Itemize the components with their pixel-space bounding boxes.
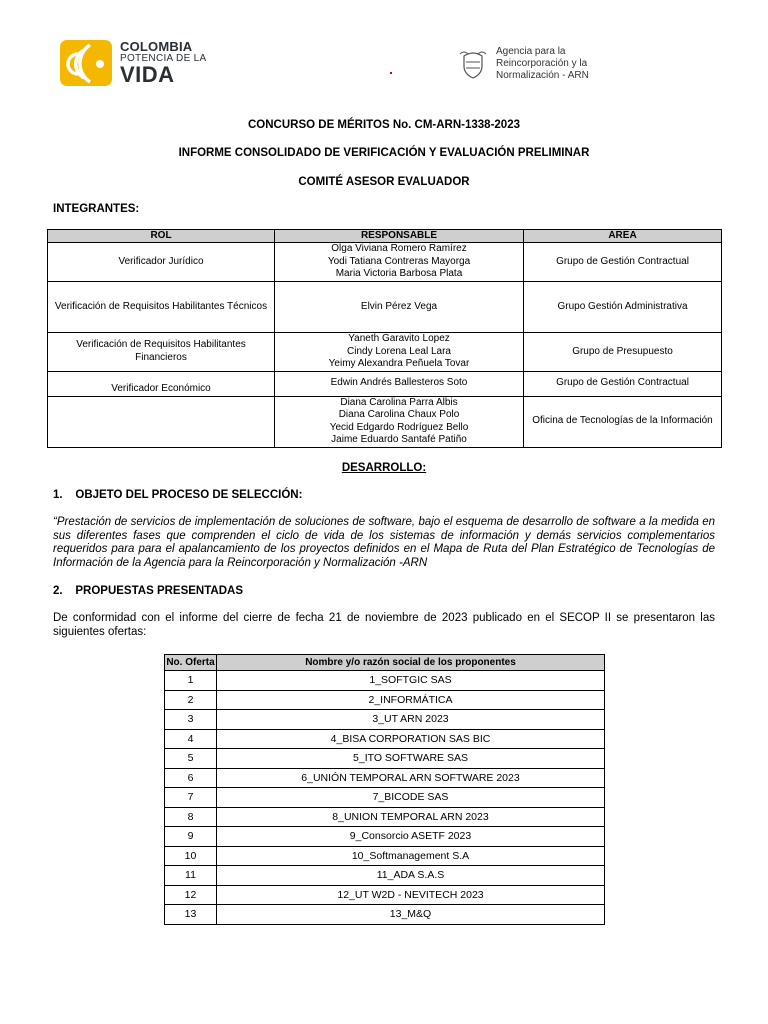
area-cell: Oficina de Tecnologías de la Información [524,396,722,447]
offer-name: 2_INFORMÁTICA [217,690,605,710]
offer-no: 11 [165,866,217,886]
person-name: Yeimy Alexandra Peñuela Tovar [328,358,470,369]
area-cell: Grupo Gestión Administrativa [524,282,722,333]
coat-of-arms-icon [458,48,488,80]
committee-title: COMITÉ ASESOR EVALUADOR [298,176,470,188]
arn-logo [458,46,589,82]
section-1-text: “Prestación de servicios de implementación de soluciones de software, bajo el esquema de desarrollo de software a la medida en sus diferentes fases que comprenden el ciclo de vida de los sistemas de información y demás servicios complementarios requeridos para para el apalancamiento de los proyectos definidos en el Mapa de Ruta del Plan Estratégico de Tecnologías de Información de la Agencia para la Reincorporación y Normalización -ARN [53,516,715,569]
person-name: Jaime Eduardo Santafé Patiño [331,434,467,445]
role-cell: Verificación de Requisitos Habilitantes Financieros [48,333,275,372]
people-cell [275,333,524,372]
role-cell: Verificador Jurídico [48,243,275,282]
team-table [47,229,722,448]
table-row [165,690,605,710]
agency-line-1: Agencia para la [496,46,566,57]
col-offer-name: Nombre y/o razón social de los proponentes [217,655,605,671]
table-row [48,333,722,372]
area-cell: Grupo de Gestión Contractual [524,371,722,396]
report-title: INFORME CONSOLIDADO DE VERIFICACIÓN Y EVALUACIÓN PRELIMINAR [178,147,590,159]
table-row [165,710,605,730]
team-table-header [48,230,722,243]
table-row [165,866,605,886]
members-label: INTEGRANTES: [53,203,140,215]
role-cell [48,396,275,447]
offer-name: 1_SOFTGIC SAS [217,671,605,691]
offer-no: 5 [165,749,217,769]
person-name: Yodi Tatiana Contreras Mayorga [327,255,471,267]
area-cell: Grupo de Presupuesto [524,333,722,372]
offers-table [164,654,605,925]
role-cell: Verificador Económico [48,371,275,396]
table-row [165,749,605,769]
agency-line-2: Reincorporación y la [496,58,588,69]
contest-title: CONCURSO DE MÉRITOS No. CM-ARN-1338-2023 [247,119,520,131]
table-row [165,885,605,905]
offer-name: 6_UNIÓN TEMPORAL ARN SOFTWARE 2023 [217,768,605,788]
decorative-dot [390,72,392,74]
table-row [48,243,722,282]
table-row [48,396,722,447]
offer-no: 10 [165,846,217,866]
page-header [0,36,768,96]
table-row [48,282,722,333]
section-2-text: De conformidad con el informe del cierre de fecha 21 de noviembre de 2023 publicado en el SECOP II se presentaron las siguientes ofertas: [53,612,715,638]
offer-name: 13_M&Q [217,905,605,925]
person-name: Diana Carolina Parra Albis [340,396,458,408]
people-cell [275,396,524,447]
offer-name: 8_UNION TEMPORAL ARN 2023 [217,807,605,827]
table-row [165,788,605,808]
agency-line-3: Normalización - ARN [496,70,589,81]
col-offer-no: No. Oferta [165,655,217,671]
offer-name: 7_BICODE SAS [217,788,605,808]
development-heading: DESARROLLO: [341,462,427,474]
offer-name: 11_ADA S.A.S [217,866,605,886]
offer-no: 7 [165,788,217,808]
colombia-potencia-logo-icon [60,40,112,86]
logo-line-3: VIDA [120,62,175,87]
offer-no: 6 [165,768,217,788]
section-1-title: 1. OBJETO DEL PROCESO DE SELECCIÓN: [53,489,303,501]
person-name: Diana Carolina Chaux Polo [338,409,460,420]
offer-no: 9 [165,827,217,847]
offer-no: 1 [165,671,217,691]
table-row [165,827,605,847]
offer-no: 13 [165,905,217,925]
person-name: Cindy Lorena Leal Lara [347,345,451,357]
colombia-logo [60,40,206,86]
table-row [165,768,605,788]
person-name: Maria Victoria Barbosa Plata [335,268,463,280]
person-name: Yaneth Garavito Lopez [348,333,450,344]
person-name: Edwin Andrés Ballesteros Soto [330,377,468,389]
offer-name: 5_ITO SOFTWARE SAS [217,749,605,769]
offer-no: 8 [165,807,217,827]
offer-no: 4 [165,729,217,749]
people-cell [275,282,524,333]
offer-no: 2 [165,690,217,710]
people-cell [275,371,524,396]
col-rol: ROL [48,230,275,243]
offer-no: 12 [165,885,217,905]
logo-line-1: COLOMBIA [120,39,193,54]
person-name: Olga Viviana Romero Ramírez [331,243,467,255]
col-responsable: RESPONSABLE [275,230,524,243]
people-cell [275,243,524,282]
agency-name [496,46,589,82]
table-row [165,729,605,749]
table-row [165,807,605,827]
role-cell: Verificación de Requisitos Habilitantes Técnicos [48,282,275,333]
offer-no: 3 [165,710,217,730]
logo-line-2: POTENCIA DE LA [120,53,207,64]
section-2-title: 2. PROPUESTAS PRESENTADAS [53,585,243,597]
offers-table-header [165,655,605,671]
person-name: Yecid Edgardo Rodríguez Bello [329,421,469,433]
offer-name: 12_UT W2D - NEVITECH 2023 [217,885,605,905]
table-row [165,846,605,866]
col-area: ÁREA [524,230,722,243]
table-row [165,905,605,925]
person-name: Elvin Pérez Vega [360,300,438,312]
table-row [48,371,722,396]
offer-name: 10_Softmanagement S.A [217,846,605,866]
table-row [165,671,605,691]
area-cell: Grupo de Gestión Contractual [524,243,722,282]
offer-name: 4_BISA CORPORATION SAS BIC [217,729,605,749]
offer-name: 9_Consorcio ASETF 2023 [217,827,605,847]
offer-name: 3_UT ARN 2023 [217,710,605,730]
